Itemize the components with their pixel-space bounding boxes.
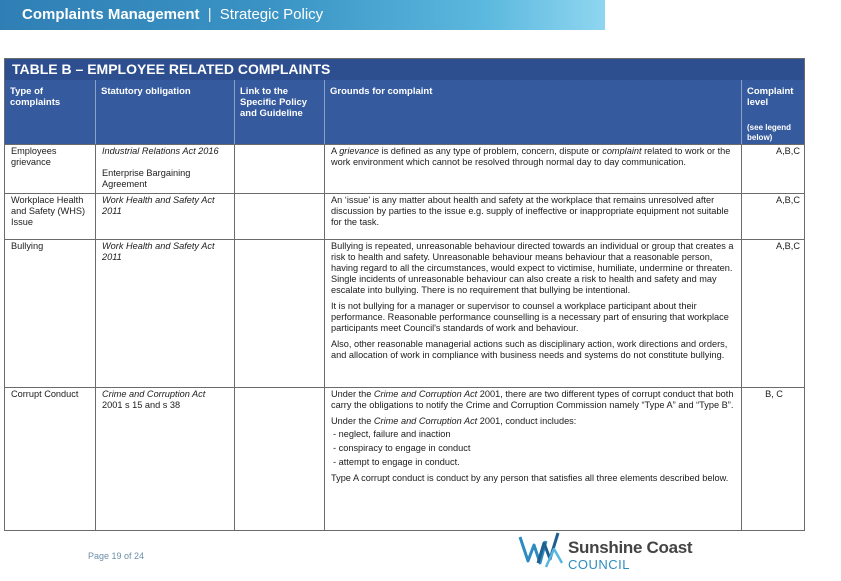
row-corrupt-link (235, 387, 325, 531)
row-corrupt-grounds (325, 387, 742, 531)
row-corrupt-type: Corrupt Conduct (5, 387, 96, 531)
grounds-term: grievance (339, 146, 380, 156)
grounds-term: complaint (602, 146, 642, 156)
grounds-paragraph: It is not bullying for a manager or supervisor to counsel a workplace participant about their performance. Reasonable performance counselling is a necessary part of ensuring that workplace participants meet Council's standards of work and behaviour. (331, 301, 729, 333)
grounds-act-name: Crime and Corruption Act (373, 416, 478, 426)
row-whs-type: Workplace Health and Safety (WHS) Issue (5, 193, 96, 239)
header-level-note: (see legend below) (747, 123, 792, 142)
council-logo (516, 523, 716, 575)
grounds-text: Under the (331, 389, 374, 399)
row-grievance-statutory (96, 144, 235, 193)
row-bullying-statutory: Work Health and Safety Act 2011 (96, 239, 235, 387)
page-number: Page 19 of 24 (88, 551, 145, 561)
row-corrupt-statutory (96, 387, 235, 531)
grounds-paragraph (331, 416, 735, 427)
grounds-act-name: Crime and Corruption Act (373, 389, 478, 399)
header-link: Link to the Specific Policy and Guideline (235, 80, 325, 144)
row-bullying-level: A,B,C (776, 241, 800, 251)
header-level (742, 80, 805, 144)
statutory-line: Crime and Corruption Act (102, 389, 206, 399)
row-corrupt-level: B, C (765, 389, 783, 399)
header-statutory: Statutory obligation (96, 80, 235, 144)
row-grievance-grounds (325, 144, 742, 193)
row-bullying-grounds (325, 239, 742, 387)
list-item: - attempt to engage in conduct. (333, 457, 735, 468)
grounds-text: 2001, conduct includes: (477, 416, 577, 426)
waves-logo-icon (516, 523, 568, 575)
grounds-text: Under the (331, 416, 374, 426)
header-title: Complaints Management (22, 6, 200, 23)
employee-complaints-table (4, 58, 805, 531)
grounds-text: A (331, 146, 340, 156)
header-type: Type of complaints (5, 80, 96, 144)
row-grievance-link (235, 144, 325, 193)
row-whs-statutory: Work Health and Safety Act 2011 (96, 193, 235, 239)
document-header-banner (0, 0, 605, 30)
grounds-text: is defined as any type of problem, concern, dispute or (379, 146, 603, 156)
header-grounds: Grounds for complaint (325, 80, 742, 144)
grounds-paragraph (331, 389, 735, 411)
header-level-label: Complaint level (747, 86, 794, 108)
list-item: - neglect, failure and inaction (333, 429, 735, 440)
header-separator: | (207, 6, 212, 23)
grounds-text: 2001, there are two different types of corrupt conduct that both carry the obligations to notify the Crime and Corruption Commission namely “Type A” and “Type B”. (331, 389, 734, 410)
row-bullying-link (235, 239, 325, 387)
conduct-list (333, 429, 735, 468)
row-whs-level: A,B,C (776, 195, 800, 205)
grounds-paragraph: Type A corrupt conduct is conduct by any person that satisfies all three elements described below. (331, 473, 729, 483)
statutory-line: Industrial Relations Act 2016 (102, 146, 219, 156)
table-title: TABLE B – EMPLOYEE RELATED COMPLAINTS (5, 59, 804, 80)
header-subtitle: Strategic Policy (219, 6, 324, 23)
statutory-line: Enterprise Bargaining Agreement (102, 168, 191, 189)
logo-council: COUNCIL (568, 557, 631, 572)
list-item: - conspiracy to engage in conduct (333, 443, 735, 454)
table-header-row (5, 80, 804, 144)
logo-name: Sunshine Coast (568, 538, 693, 557)
row-grievance-type: Employees grievance (5, 144, 96, 193)
row-grievance-level: A,B,C (776, 146, 800, 156)
statutory-line: 2001 s 15 and s 38 (102, 400, 181, 410)
grounds-paragraph: Bullying is repeated, unreasonable behaviour directed towards an individual or group that creates a risk to health and safety. Unreasonable behaviour means behaviour that a reasonable person, having regard to all the circumstances, would expect to victimise, humiliate, undermine or threaten. Single incidents of unreasonable behaviour can also create a risk to health and safety and may escalate into bullying. There is no requirement that bullying be intentional. (331, 241, 734, 295)
grounds-paragraph: Also, other reasonable managerial actions such as disciplinary action, work directions and orders, and allocation of work in compliance with business needs and systems do not constitute bullying. (331, 339, 728, 360)
row-whs-link (235, 193, 325, 239)
row-whs-grounds: An ‘issue’ is any matter about health and safety at the workplace that remains unresolved after discussion by parties to the issue e.g. supply of ineffective or inappropriate equipment not suitable for the task. (325, 193, 742, 239)
row-bullying-type: Bullying (5, 239, 96, 387)
grounds-text: related to work or the work environment which cannot be resolved through normal day to day communication. (331, 146, 731, 167)
